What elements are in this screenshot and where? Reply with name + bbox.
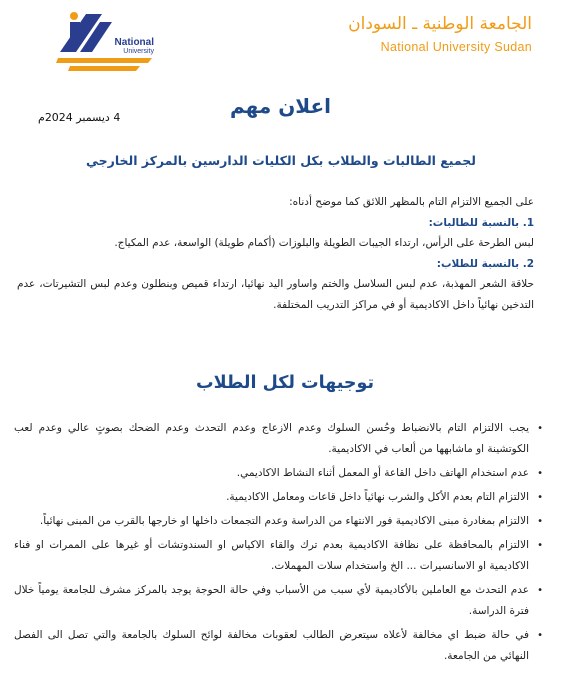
list-item (14, 487, 545, 508)
list-item-text: يجب الالتزام التام بالانضباط وحُسن السلوك وعدم الازعاج وعدم التحدث وعدم الضحك بصوتٍ عالي وعدم لعب الكوتشينة او ماشابهها من ألعاب في الاكاديمية. (14, 422, 529, 455)
university-name-arabic: الجامعة الوطنية ـ السودان (348, 14, 532, 34)
guidelines-heading: توجيهات لكل الطلاب (196, 373, 375, 393)
bullet-icon: • (537, 468, 543, 479)
list-item (14, 580, 545, 622)
bullet-icon: • (537, 516, 543, 527)
list-item-text: الالتزام التام بعدم الأكل والشرب نهائياً داخل قاعات ومعامل الاكاديمية. (226, 491, 529, 503)
guidelines-list (14, 418, 545, 670)
male-heading: 2. بالنسبة للطلاب: (436, 258, 534, 270)
list-item-text: الالتزام بالمحافظة على نظافة الاكاديمية بعدم ترك والقاء الاكياس او السندوتشات أو غيرها على الممرات او فناء الاكاديمية او الاسانسيرات ... الخ واستخدام سلات المهملات. (14, 539, 529, 572)
bullet-icon: • (537, 540, 543, 551)
list-item (14, 511, 545, 532)
bullet-icon: • (537, 585, 543, 596)
list-item (14, 625, 545, 667)
female-text: لبس الطرحة على الرأس، ارتداء الجيبات الطويلة والبلوزات (أكمام طويلة) الواسعة، عدم المكياج. (114, 237, 534, 249)
list-item-text: عدم استخدام الهاتف داخل القاعة أو المعمل أثناء النشاط الاكاديمي. (236, 467, 529, 479)
logo-line2: University (123, 48, 154, 55)
female-heading: 1. بالنسبة للطالبات: (428, 217, 534, 229)
list-item (14, 418, 545, 460)
bullet-icon: • (537, 630, 543, 641)
male-text: حلاقة الشعر المهذبة، عدم لبس السلاسل والختم واساور اليد نهائيا، ارتداء قميص وبنطلون وعدم لبس التشيرتات، عدم التدخين نهائياً داخل الاكاديمية أو في مراكز التدريب المختلفة. (17, 278, 534, 311)
announcement-title: اعلان مهم (230, 94, 332, 118)
list-item-text: الالتزام بمغادرة مبنى الاكاديمية فور الانتهاء من الدراسة وعدم التجمعات داخلها او خارجها بالقرب من المبنى نهائياً. (39, 515, 529, 527)
list-item-text: في حالة ضبط اي مخالفة لأعلاه سيتعرض الطالب لعقوبات مخالفة لوائح السلوك بالجامعة والتي تصل الى الفصل النهائي من الجامعة. (14, 629, 529, 662)
list-item (14, 535, 545, 577)
bullet-icon: • (537, 423, 543, 434)
bullet-icon: • (537, 492, 543, 503)
announcement-subtitle: لجميع الطالبات والطلاب بكل الكليات الدارسين بالمركز الخارجي (85, 153, 476, 168)
logo-caption (62, 38, 154, 56)
university-name-english: National University Sudan (380, 40, 532, 54)
list-item-text: عدم التحدث مع العاملين بالأكاديمية لأي سبب من الأسباب وفي حالة الحوجة يوجد بالمركز مشرف للجامعة يومياً خلال فترة الدراسة. (14, 584, 529, 617)
list-item (14, 463, 545, 484)
logo-line1: National (114, 37, 154, 48)
announcement-date: 4 ديسمبر 2024م (38, 111, 121, 124)
intro-text: على الجميع الالتزام التام بالمظهر اللائق كما موضح أدناه: (289, 196, 534, 208)
